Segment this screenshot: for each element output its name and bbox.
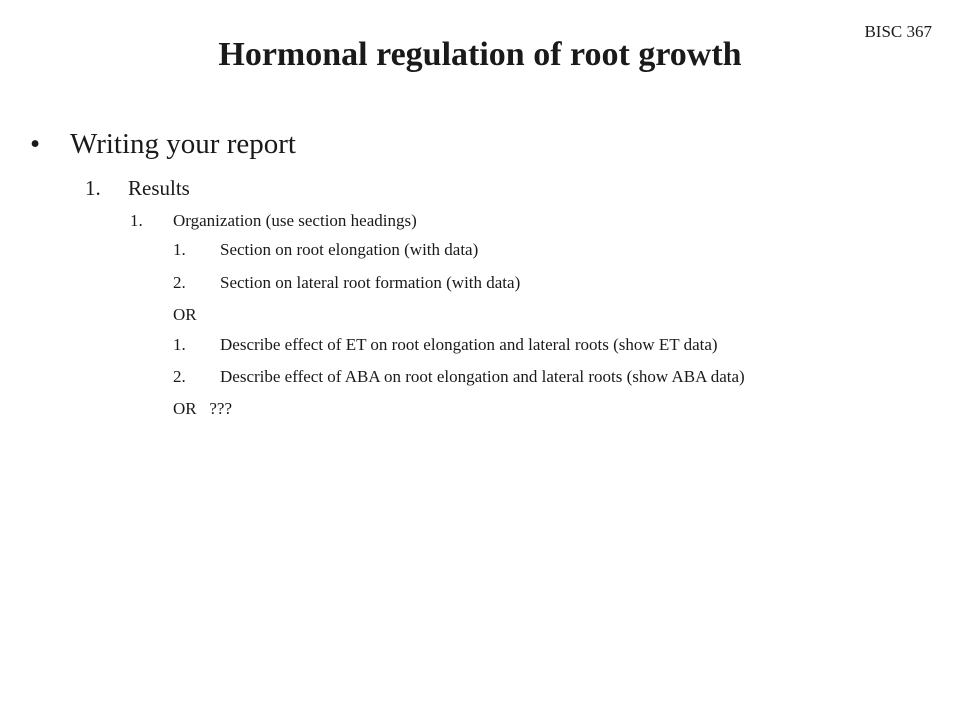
- bullet-icon: •: [30, 128, 41, 160]
- list-item-marker: 1.: [173, 335, 186, 354]
- level2-marker: 1.: [85, 176, 101, 200]
- list-item-separator: OR: [173, 305, 197, 324]
- course-code: BISC 367: [864, 22, 932, 41]
- level1-text: Writing your report: [70, 128, 296, 160]
- slide-title: Hormonal regulation of root growth: [218, 36, 742, 73]
- list-item: Section on root elongation (with data): [220, 240, 479, 259]
- list-item-marker: 1.: [173, 240, 186, 259]
- list-item-marker: 2.: [173, 367, 186, 386]
- list-item-separator: OR ???: [173, 399, 233, 418]
- list-item-marker: 2.: [173, 273, 186, 292]
- level2-text: Results: [128, 176, 190, 200]
- list-item: Describe effect of ABA on root elongation and lateral roots (show ABA data): [220, 367, 745, 386]
- level3-marker: 1.: [130, 211, 143, 230]
- level3-text: Organization (use section headings): [173, 211, 417, 230]
- list-item: Describe effect of ET on root elongation and lateral roots (show ET data): [220, 335, 718, 354]
- list-item: Section on lateral root formation (with data): [220, 273, 521, 292]
